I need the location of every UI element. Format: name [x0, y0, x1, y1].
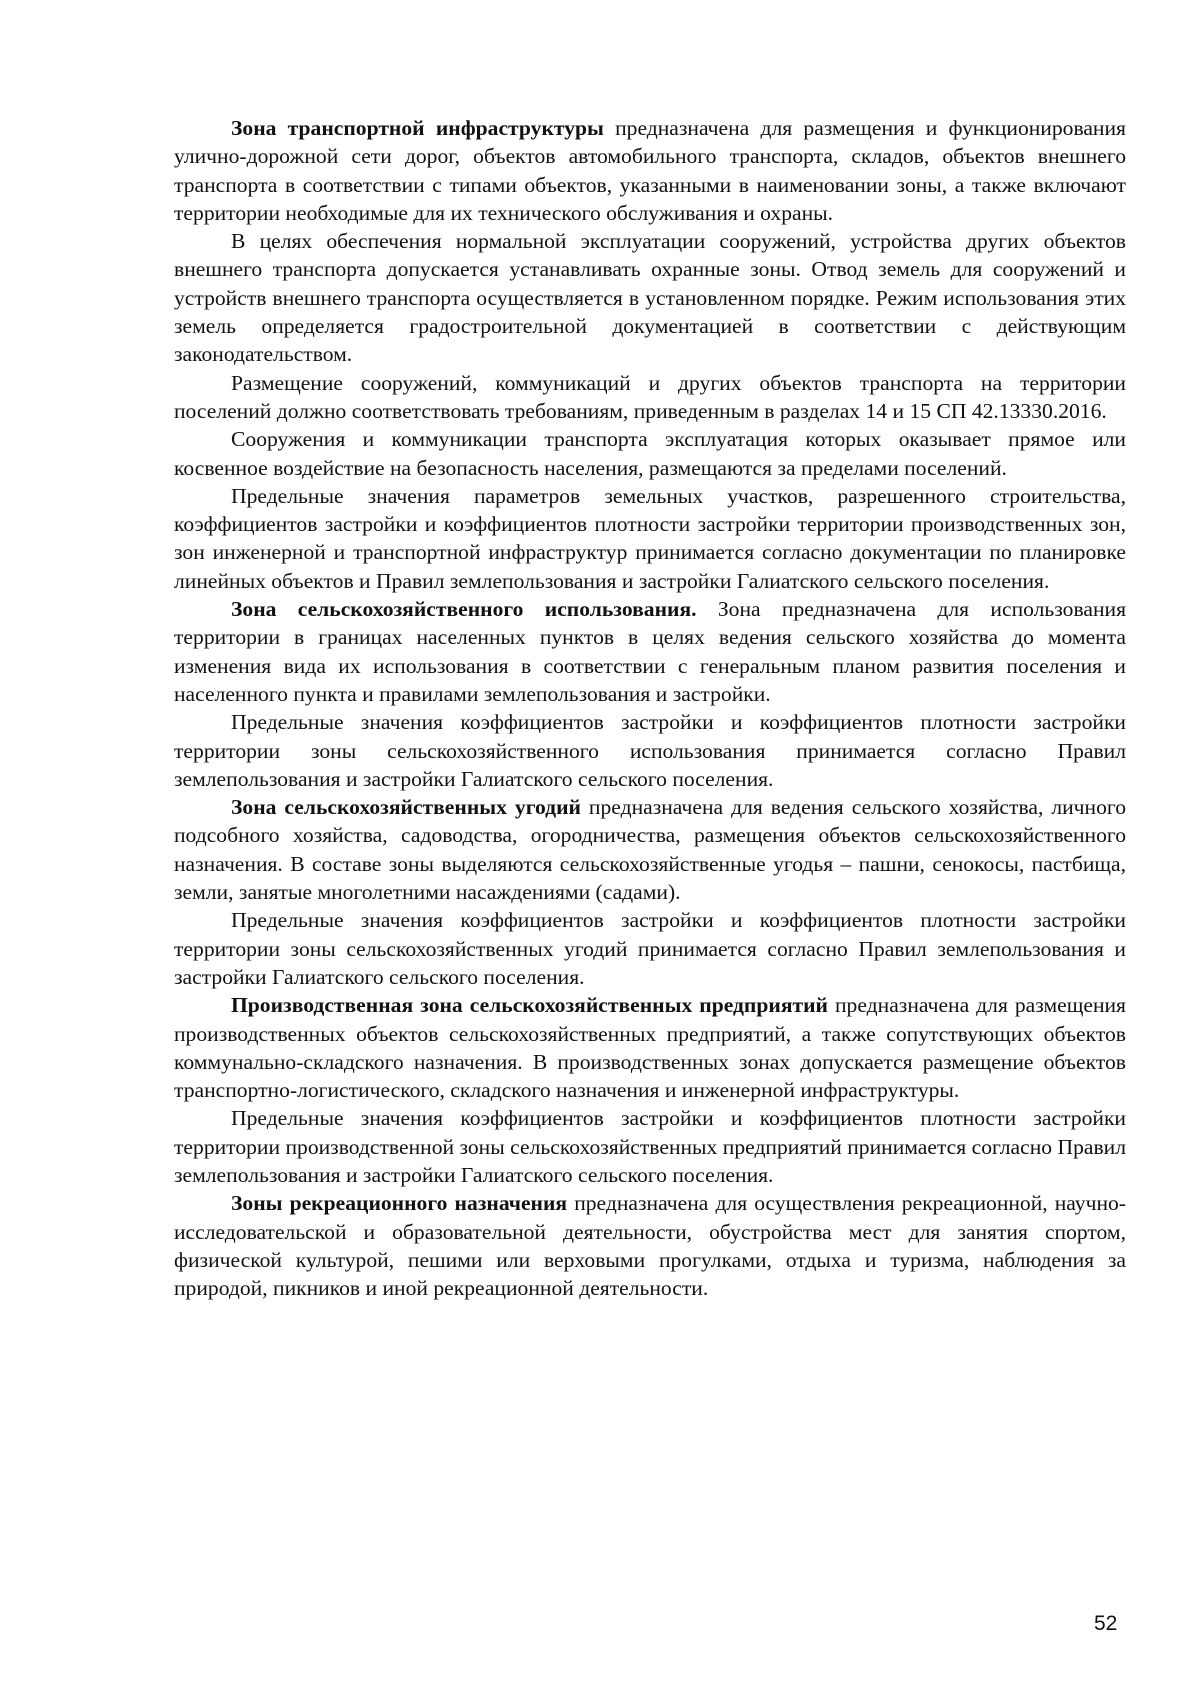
paragraph-heading: Зона сельскохозяйственного использования.	[231, 597, 697, 622]
paragraph-agricultural-use-zone	[174, 595, 1126, 708]
paragraph-text: В целях обеспечения нормальной эксплуатации сооружений, устройства других объектов внешнего транспорта допускается устанавливать охранные зоны. Отвод земель для сооружений и устройств внешнего транспорта осуществляется в установленном порядке. Режим использования этих земель определяется градостроительной документацией в соответствии с действующим законодательством.	[174, 229, 1126, 367]
paragraph-text: Предельные значения коэффициентов застройки и коэффициентов плотности застройки территории зоны сельскохозяйственного использования принимается согласно Правил землепользования и застройки Галиатского сельского поселения.	[174, 710, 1126, 791]
paragraph-text: предназначена для размещения производственных объектов сельскохозяйственных предприятий, а также сопутствующих объектов коммунально-складского назначения. В производственных зонах допускается размещение объектов транспортно-логистического, складского назначения и инженерной инфраструктуры.	[174, 993, 1126, 1103]
paragraph-text: Размещение сооружений, коммуникаций и других объектов транспорта на территории поселений должно соответствовать требованиям, приведенным в разделах 14 и 15 СП 42.13330.2016.	[174, 370, 1126, 423]
paragraph-text: Предельные значения коэффициентов застройки и коэффициентов плотности застройки территории производственной зоны сельскохозяйственных предприятий принимается согласно Правил землепользования и застройки Галиатского сельского поселения.	[174, 1106, 1126, 1187]
paragraph-limit-values-agricultural-use	[174, 708, 1126, 793]
paragraph-heading: Производственная зона сельскохозяйственных предприятий	[231, 993, 828, 1018]
paragraph-limit-values-production-zone	[174, 1104, 1126, 1189]
paragraph-heading: Зона транспортной инфраструктуры	[231, 116, 604, 140]
paragraph-transport-zone	[174, 114, 1126, 227]
paragraph-text: предназначена для ведения сельского хозяйства, личного подсобного хозяйства, садоводства, огородничества, размещения объектов сельскохозяйственного назначения. В составе зоны выделяются сельскохозяйственные угодья – пашни, сенокосы, пастбища, земли, занятые многолетними насаждениями (садами).	[174, 795, 1126, 905]
paragraph-heading: Зоны рекреационного назначения	[231, 1191, 568, 1216]
paragraph-text: Сооружения и коммуникации транспорта эксплуатация которых оказывает прямое или косвенное воздействие на безопасность населения, размещаются за пределами поселений.	[174, 427, 1126, 480]
paragraph-limit-values-agricultural-lands	[174, 906, 1126, 991]
paragraph-text: Зона предназначена для использования территории в границах населенных пунктов в целях ведения сельского хозяйства до момента изменения вида их использования в соответствии с генеральным планом развития поселения и населенного пункта и правилами землепользования и застройки.	[174, 597, 1126, 706]
paragraph-text: предназначена для размещения и функционирования улично-дорожной сети дорог, объектов автомобильного транспорта, складов, объектов внешнего транспорта в соответствии с типами объектов, указанными в наименовании зоны, а также включают территории необходимые для их технического обслуживания и охраны.	[174, 116, 1126, 225]
paragraph-production-zone	[174, 991, 1126, 1104]
paragraph-protection-zones	[174, 227, 1126, 368]
paragraph-recreation-zone	[174, 1189, 1126, 1302]
document-body	[174, 114, 1126, 1302]
paragraph-text: Предельные значения коэффициентов застройки и коэффициентов плотности застройки территории зоны сельскохозяйственных угодий принимается согласно Правил землепользования и застройки Галиатского сельского поселения.	[174, 908, 1126, 989]
paragraph-placement-requirements	[174, 369, 1126, 426]
paragraph-text: предназначена для осуществления рекреационной, научно-исследовательской и образовательной деятельности, обустройства мест для занятия спортом, физической культурой, пешими или верховыми прогулками, отдыха и туризма, наблюдения за природой, пикников и иной рекреационной деятельности.	[174, 1191, 1126, 1301]
paragraph-outside-settlements	[174, 425, 1126, 482]
paragraph-text: Предельные значения параметров земельных участков, разрешенного строительства, коэффициентов застройки и коэффициентов плотности застройки территории производственных зон, зон инженерной и транспортной инфраструктур принимается согласно документации по планировке линейных объектов и Правил землепользования и застройки Галиатского сельского поселения.	[174, 483, 1126, 593]
paragraph-heading: Зона сельскохозяйственных угодий	[231, 795, 581, 820]
paragraph-agricultural-lands-zone	[174, 793, 1126, 906]
paragraph-limit-values-production	[174, 482, 1126, 595]
page-number: 52	[1094, 1612, 1118, 1635]
